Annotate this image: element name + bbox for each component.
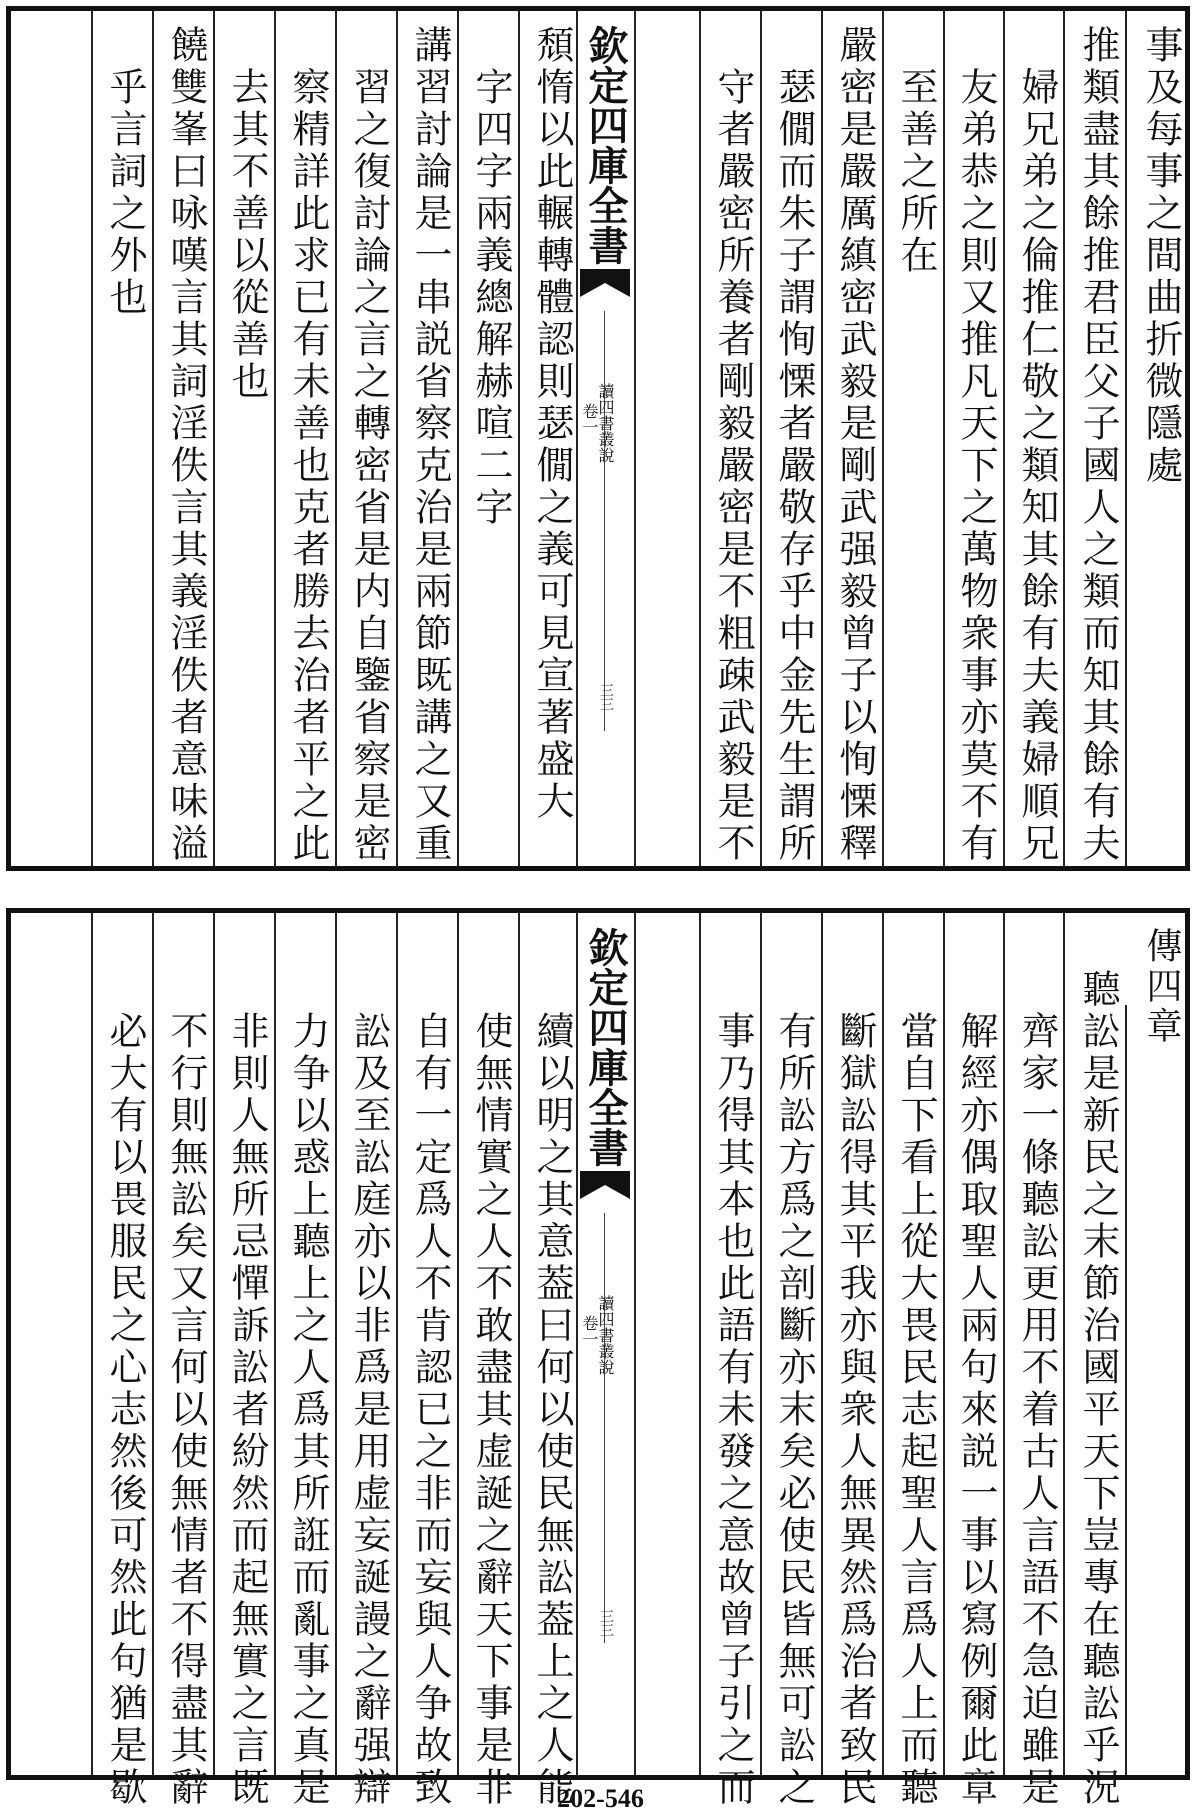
column-rule [457,11,459,866]
text-column: 使無情實之人不敢盡其虚誕之辭天下事是非 [469,1011,513,1809]
text-column: 自有一定爲人不肯認已之非而妄與人争故致 [408,1011,452,1809]
text-column: 訟及至訟庭亦以非爲是用虚妄誕謾之辭强辯 [347,1011,391,1809]
text-column: 事乃得其本也此語有未發之意故曾子引之而 [711,1011,755,1809]
fishtail-mark-icon [580,269,630,299]
text-column: 守者嚴密所養者剛毅嚴密是不粗疎武毅是不 [711,67,755,865]
text-column: 非則人無所忌憚訴訟者紛然而起無實之言既 [225,1011,269,1809]
text-column: 齊家一條聽訟更用不着古人言語不急迫雖是 [1015,1011,1059,1809]
column-rule [760,913,762,1775]
text-column: 聽訟是新民之末節治國平天下豈專在聽訟乎況 [1076,969,1120,1809]
text-column: 斷獄訟得其平我亦與衆人無異然爲治者致民 [833,1011,877,1809]
text-column: 友弟恭之則又推凡天下之萬物衆事亦莫不有 [954,67,998,865]
text-column: 當自下看上從大畏民志起聖人言爲人上而聽 [894,1011,938,1809]
book-title: 讀四書叢說 [596,383,615,463]
column-rule [518,11,520,866]
book-title: 讀四書叢說 [596,1295,615,1375]
column-rule [335,913,337,1775]
column-rule [1063,11,1065,866]
fold-line [604,1213,605,1643]
center-fold-column [576,913,636,1775]
text-column: 察精詳此求已有未善也克者勝去治者平之此 [286,67,330,865]
column-rule [882,11,884,866]
text-column: 去其不善以從善也 [225,67,269,403]
text-column: 字四字兩義總解赫喧二字 [469,67,513,529]
column-rule [91,913,93,1775]
text-column: 必大有以畏服民之心志然後可然此句猶是歇 [103,1011,147,1809]
text-column: 續以明之其意葢曰何以使民無訟葢上之人能 [530,1011,574,1809]
text-column: 嚴密是嚴厲縝密武毅是剛武强毅曾子以恂慄釋 [833,25,877,865]
library-title: 欽定四庫全書 [582,927,629,1167]
text-column: 解經亦偶取聖人兩句來説一事以寫例爾此章 [954,1011,998,1809]
column-rule [1063,913,1065,1775]
column-rule [213,913,215,1775]
column-rule [396,11,398,866]
text-column: 饒雙峯曰咏嘆言其詞淫佚言其義淫佚者意味溢 [164,25,208,865]
text-column: 頹惰以此輾轉體認則瑟僩之義可見宣著盛大 [530,25,574,823]
column-rule [760,11,762,866]
column-rule [1003,11,1005,866]
page-number: 202-546 [557,1784,644,1813]
column-rule [882,913,884,1775]
column-rule [943,11,945,866]
column-rule [943,913,945,1775]
folio-number: 三三 [598,1609,614,1637]
text-column: 推類盡其餘推君臣父子國人之類而知其餘有夫 [1076,25,1120,865]
column-rule [821,11,823,866]
column-rule [335,11,337,866]
column-rule [274,11,276,866]
fold-line [604,311,605,731]
text-column: 婦兄弟之倫推仁敬之類知其餘有夫義婦順兄 [1015,67,1059,865]
text-column: 講習討論是一串説省察克治是兩節既講之又重 [408,25,452,865]
fishtail-mark-icon [580,1171,630,1201]
volume-label: 卷一 [580,1315,599,1347]
text-column: 習之復討論之言之轉密省是内自鑒省察是密 [347,67,391,865]
top-page-frame [6,6,1190,871]
column-rule [699,11,701,866]
column-rule [699,913,701,1775]
column-rule [1003,913,1005,1775]
column-rule [396,913,398,1775]
text-column: 瑟僩而朱子謂恂慄者嚴敬存乎中金先生謂所 [772,67,816,865]
column-rule [152,913,154,1775]
column-rule [274,913,276,1775]
column-rule [152,11,154,866]
text-column: 不行則無訟矣又言何以使無情者不得盡其辭 [164,1011,208,1809]
chapter-heading: 傳四章 [1141,927,1182,1047]
text-column: 至善之所在 [894,67,938,277]
center-fold-column [576,11,636,866]
volume-label: 卷一 [580,403,599,435]
text-column: 有所訟方爲之剖斷亦末矣必使民皆無可訟之 [772,1011,816,1809]
column-rule [457,913,459,1775]
column-rule [91,11,93,866]
column-rule [821,913,823,1775]
folio-number: 三三 [598,683,614,711]
text-column: 力争以惑上聽上之人爲其所誑而亂事之真是 [286,1011,330,1809]
library-title: 欽定四庫全書 [582,25,629,265]
column-rule [518,913,520,1775]
column-rule [213,11,215,866]
text-column: 乎言詞之外也 [103,67,147,319]
column-rule [1125,11,1127,866]
text-column: 事及每事之間曲折微隱處 [1139,25,1183,487]
column-rule [1125,1005,1127,1775]
